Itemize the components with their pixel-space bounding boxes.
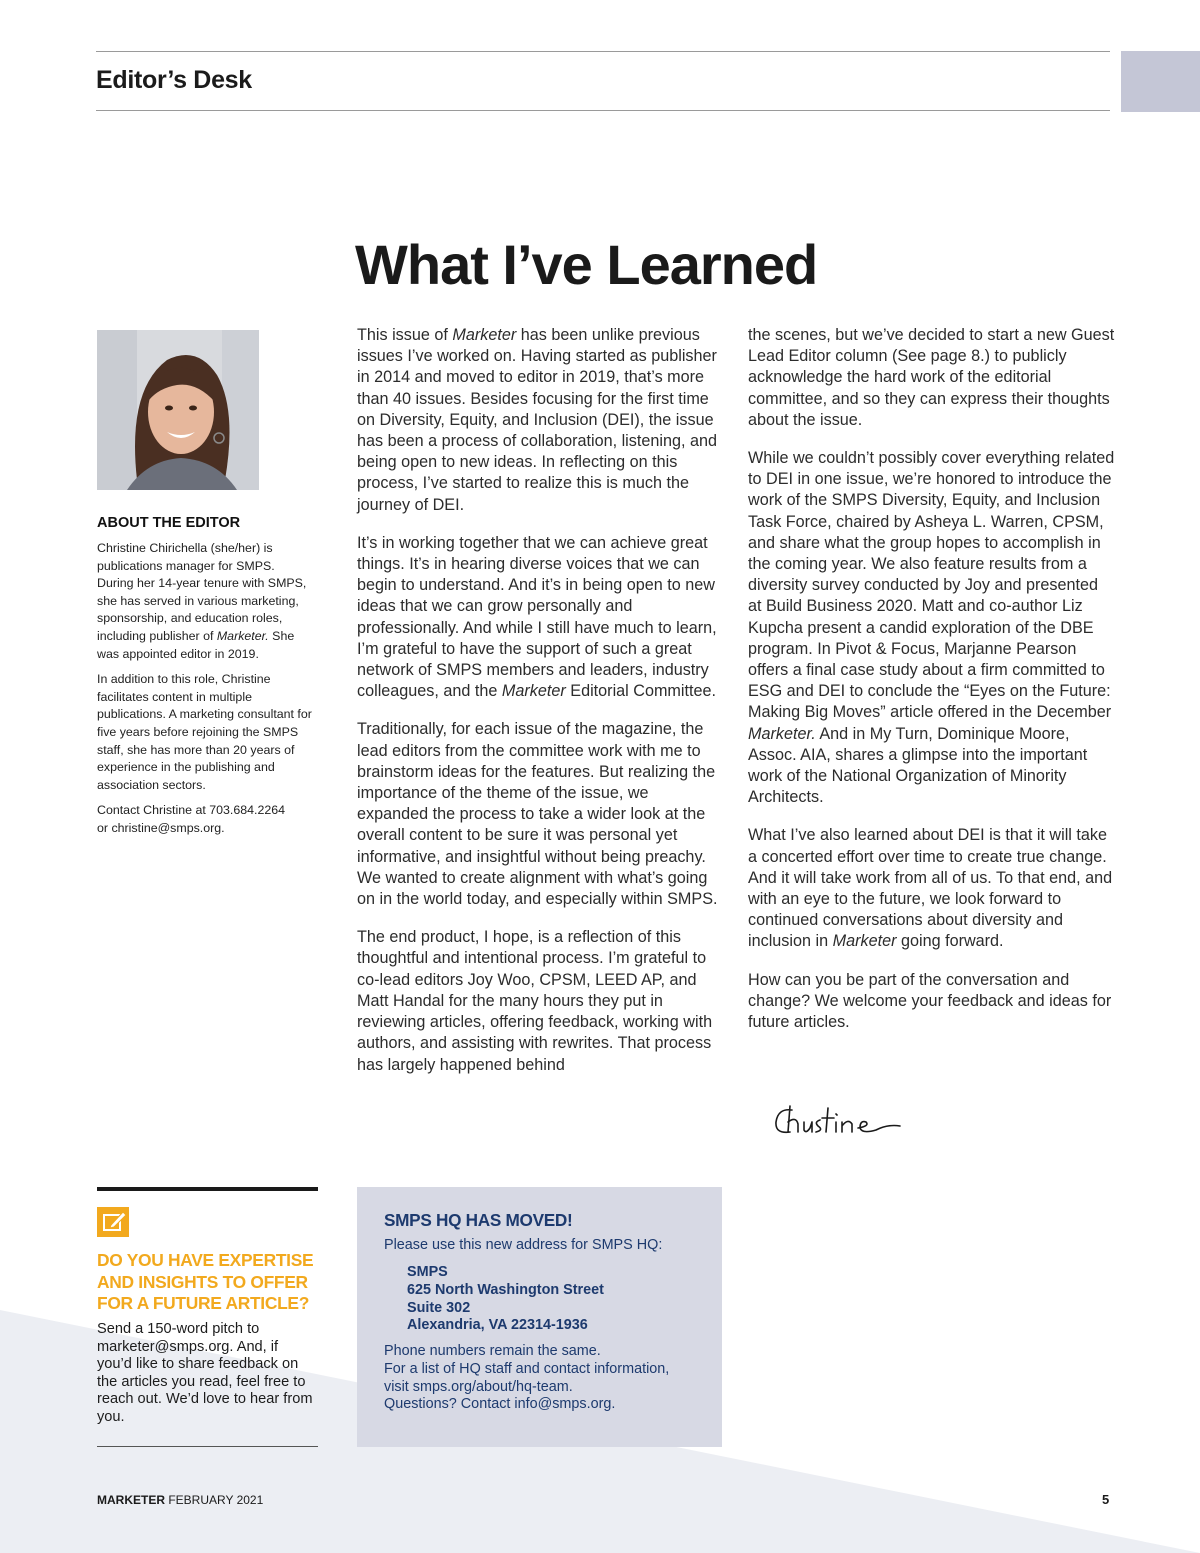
- section-label: Editor’s Desk: [96, 66, 252, 94]
- article-paragraph: What I’ve also learned about DEI is that it will take a concerted effort over time to create true change. And it will take work from all of us. To that end, and with an eye to the future, we look forward to continued conversations about diversity and inclusion in Marketer going forward.: [748, 826, 1113, 951]
- address-line: SMPS: [407, 1264, 448, 1280]
- article-paragraph: Traditionally, for each issue of the magazine, the lead editors from the committee work with me to brainstorm ideas for the features. But realizing the importance of the theme of the issue, we expanded the process to take a wider look at the overall content to be sure it was personal yet informative, and insightful without being preachy. We wanted to create alignment with what’s going on in the world today, and especially within SMPS.: [357, 720, 718, 909]
- footer-issue: MARKETER FEBRUARY 2021: [97, 1493, 264, 1507]
- article-column-1: [357, 325, 722, 1093]
- pitch-bottom-rule: [97, 1446, 318, 1447]
- article-paragraph: This issue of Marketer has been unlike previous issues I’ve worked on. Having started as publisher in 2014 and moved to editor in 2019, that’s more than 40 issues. Besides focusing for the first time on Diversity, Equity, and Inclusion (DEI), the issue has been a process of collaboration, listening, and being open to new ideas. In reflecting on this process, I’ve started to realize this is much the journey of DEI.: [357, 326, 717, 514]
- about-editor-heading: ABOUT THE EDITOR: [97, 515, 241, 531]
- article-column-2: [748, 325, 1116, 1050]
- article-paragraph: How can you be part of the conversation and change? We welcome your feedback and ideas for future articles.: [748, 970, 1112, 1032]
- address-line: Alexandria, VA 22314-1936: [407, 1317, 588, 1334]
- about-paragraph: Christine Chirichella (she/her) is publications manager for SMPS. During her 14-year tenure with SMPS, she has served in various marketing, sponsorship, and education roles, including publisher of Marketer. She was appointed editor in 2019.: [97, 541, 307, 661]
- pitch-body: Send a 150-word pitch to marketer@smps.org. And, if you’d like to share feedback on the articles you read, feel free to reach out. We’d love to hear from you.: [97, 1321, 313, 1425]
- hq-note-line: Questions? Contact info@smps.org.: [384, 1396, 616, 1413]
- header-top-rule: [96, 51, 1110, 52]
- hq-notice-title: SMPS HQ HAS MOVED!: [384, 1210, 573, 1230]
- section-tab-block: [1121, 51, 1200, 112]
- header-bottom-rule: [96, 110, 1110, 111]
- hq-note-line: visit smps.org/about/hq-team.: [384, 1378, 573, 1395]
- about-editor-text: [97, 540, 312, 846]
- editor-photo: [97, 330, 259, 490]
- hq-notice-intro: Please use this new address for SMPS HQ:: [384, 1237, 663, 1253]
- pitch-heading: DO YOU HAVE EXPERTISE AND INSIGHTS TO OFFER FOR A FUTURE ARTICLE?: [97, 1250, 314, 1313]
- article-paragraph: The end product, I hope, is a reflection of this thoughtful and intentional process. I’m grateful to co-lead editors Joy Woo, CPSM, LEED AP, and Matt Handal for the many hours they put in reviewing articles, offering feedback, working with authors, and assisting with rewrites. That process has largely happened behind: [357, 928, 713, 1074]
- editor-signature: [770, 1100, 910, 1142]
- article-paragraph: While we couldn’t possibly cover everything related to DEI in one issue, we’re honored to introduce the work of the SMPS Diversity, Equity, and Inclusion Task Force, chaired by Asheya L. Warren, CPSM, and share what the group hopes to accomplish in the coming year. We also feature results from a diversity survey conducted by Joy and presented at Build Business 2020. Matt and co-author Liz Kupcha present a candid exploration of the DBE program. In Pivot & Focus, Marjanne Pearson offers a final case study about a firm committed to ESG and DEI to conclude the “Eyes on the Future: Making Big Moves” article offered in the December Marketer. And in My Turn, Dominique Moore, Assoc. AIA, shares a glimpse into the important work of the National Organization of Minority Architects.: [748, 449, 1115, 807]
- address-line: 625 North Washington Street: [407, 1281, 604, 1298]
- page-number: 5: [1102, 1492, 1110, 1507]
- article-paragraph: It’s in working together that we can achieve great things. It’s in hearing diverse voices that we can begin to understand. And it’s in being open to new ideas that we can grow personally and professionally. And while I still have much to learn, I’m grateful to have the support of such a great network of SMPS members and leaders, industry colleagues, and the Marketer Editorial Committee.: [357, 533, 717, 701]
- about-contact: Contact Christine at 703.684.2264 or christine@smps.org.: [97, 803, 286, 835]
- article-title: What I’ve Learned: [355, 233, 818, 296]
- hq-notes: [384, 1343, 714, 1414]
- pitch-top-bar: [97, 1187, 318, 1191]
- hq-note-line: Phone numbers remain the same.: [384, 1343, 601, 1359]
- address-line: Suite 302: [407, 1299, 471, 1316]
- hq-address: [407, 1264, 604, 1335]
- article-paragraph: the scenes, but we’ve decided to start a new Guest Lead Editor column (See page 8.) to publicly acknowledge the hard work of the editorial committee, and so they can express their thoughts about the issue.: [748, 326, 1115, 429]
- about-paragraph: In addition to this role, Christine facilitates content in multiple publications. A marketing consultant for five years before rejoining the SMPS staff, she has more than 20 years of experience in the publishing and association sectors.: [97, 672, 312, 792]
- hq-note-line: For a list of HQ staff and contact information,: [384, 1360, 670, 1377]
- pencil-icon: [97, 1207, 129, 1237]
